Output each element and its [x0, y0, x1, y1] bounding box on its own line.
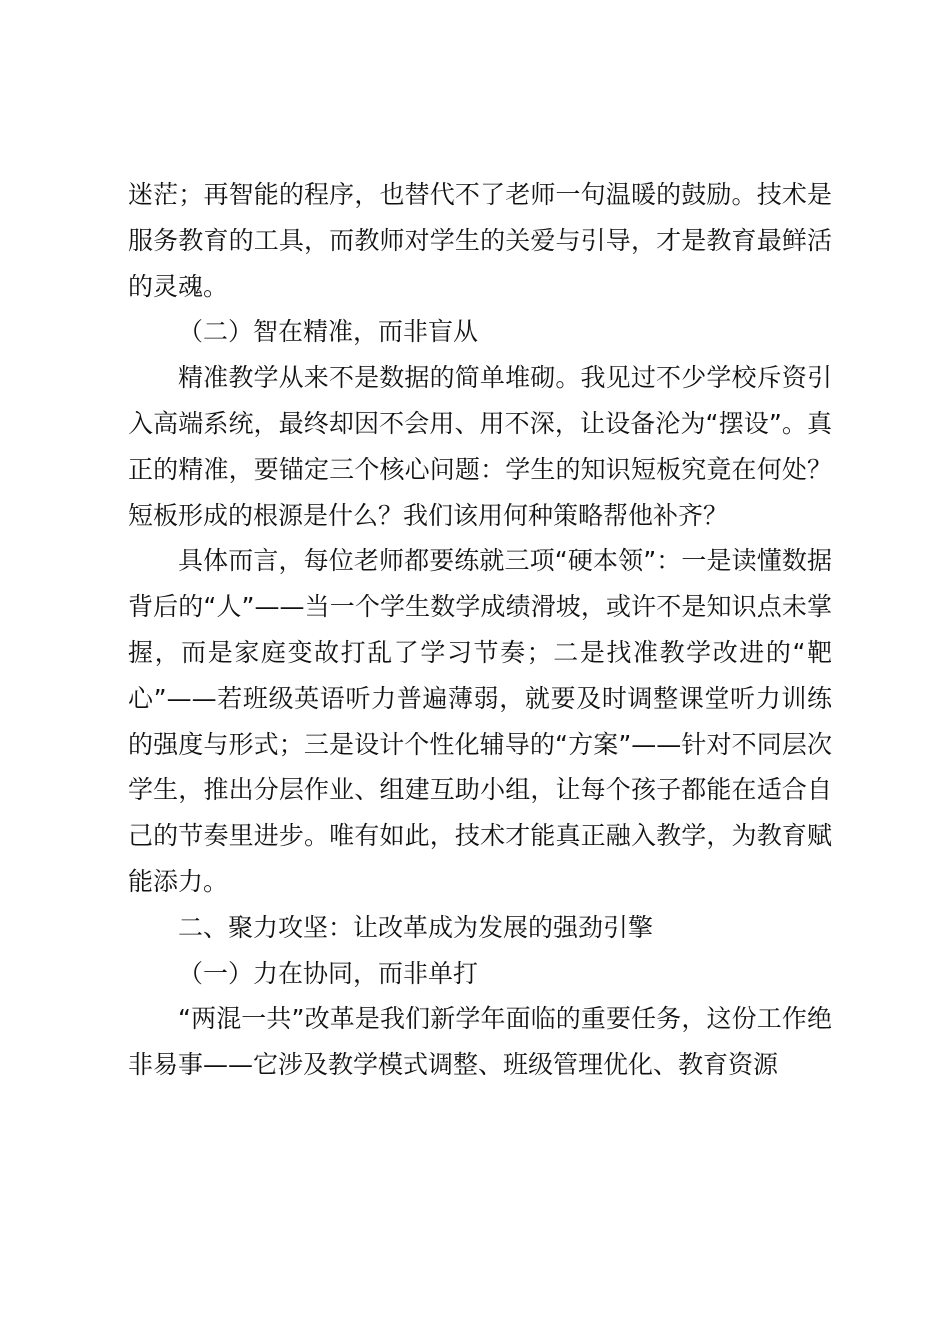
paragraph-continuation: 迷茫；再智能的程序，也替代不了老师一句温暖的鼓励。技术是服务教育的工具，而教师对学生的关爱与引导，才是教育最鲜活的灵魂。 — [128, 180, 832, 301]
paragraph-precision-teaching: 精准教学从来不是数据的简单堆砌。我见过不少学校斥资引入高端系统，最终却因不会用、用不深，让设备沦为“摆设”。真正的精准，要锚定三个核心问题：学生的知识短板究竟在何处？短板形成的根源是什么？我们该用何种策略帮他补齐？ — [128, 363, 832, 530]
paragraph-reform-task: “两混一共”改革是我们新学年面临的重要任务，这份工作绝非易事——它涉及教学模式调整、班级管理优化、教育资源 — [128, 1004, 832, 1080]
paragraph-three-skills: 具体而言，每位老师都要练就三项“硬本领”：一是读懂数据背后的“人”——当一个学生数学成绩滑坡，或许不是知识点未掌握，而是家庭变故打乱了学习节奏；二是找准教学改进的“靶心”——若班级英语听力普遍薄弱，就要及时调整课堂听力训练的强度与形式；三是设计个性化辅导的“方案”——针对不同层次学生，推出分层作业、组建互助小组，让每个孩子都能在适合自己的节奏里进步。唯有如此，技术才能真正融入教学，为教育赋能添力。 — [128, 546, 832, 896]
document-body — [128, 172, 832, 1088]
subsection-heading-2: （二）智在精准，而非盲从 — [178, 317, 479, 347]
section-heading-2: 二、聚力攻坚：让改革成为发展的强劲引擎 — [178, 912, 654, 942]
subsection-heading-1: （一）力在协同，而非单打 — [178, 958, 479, 988]
